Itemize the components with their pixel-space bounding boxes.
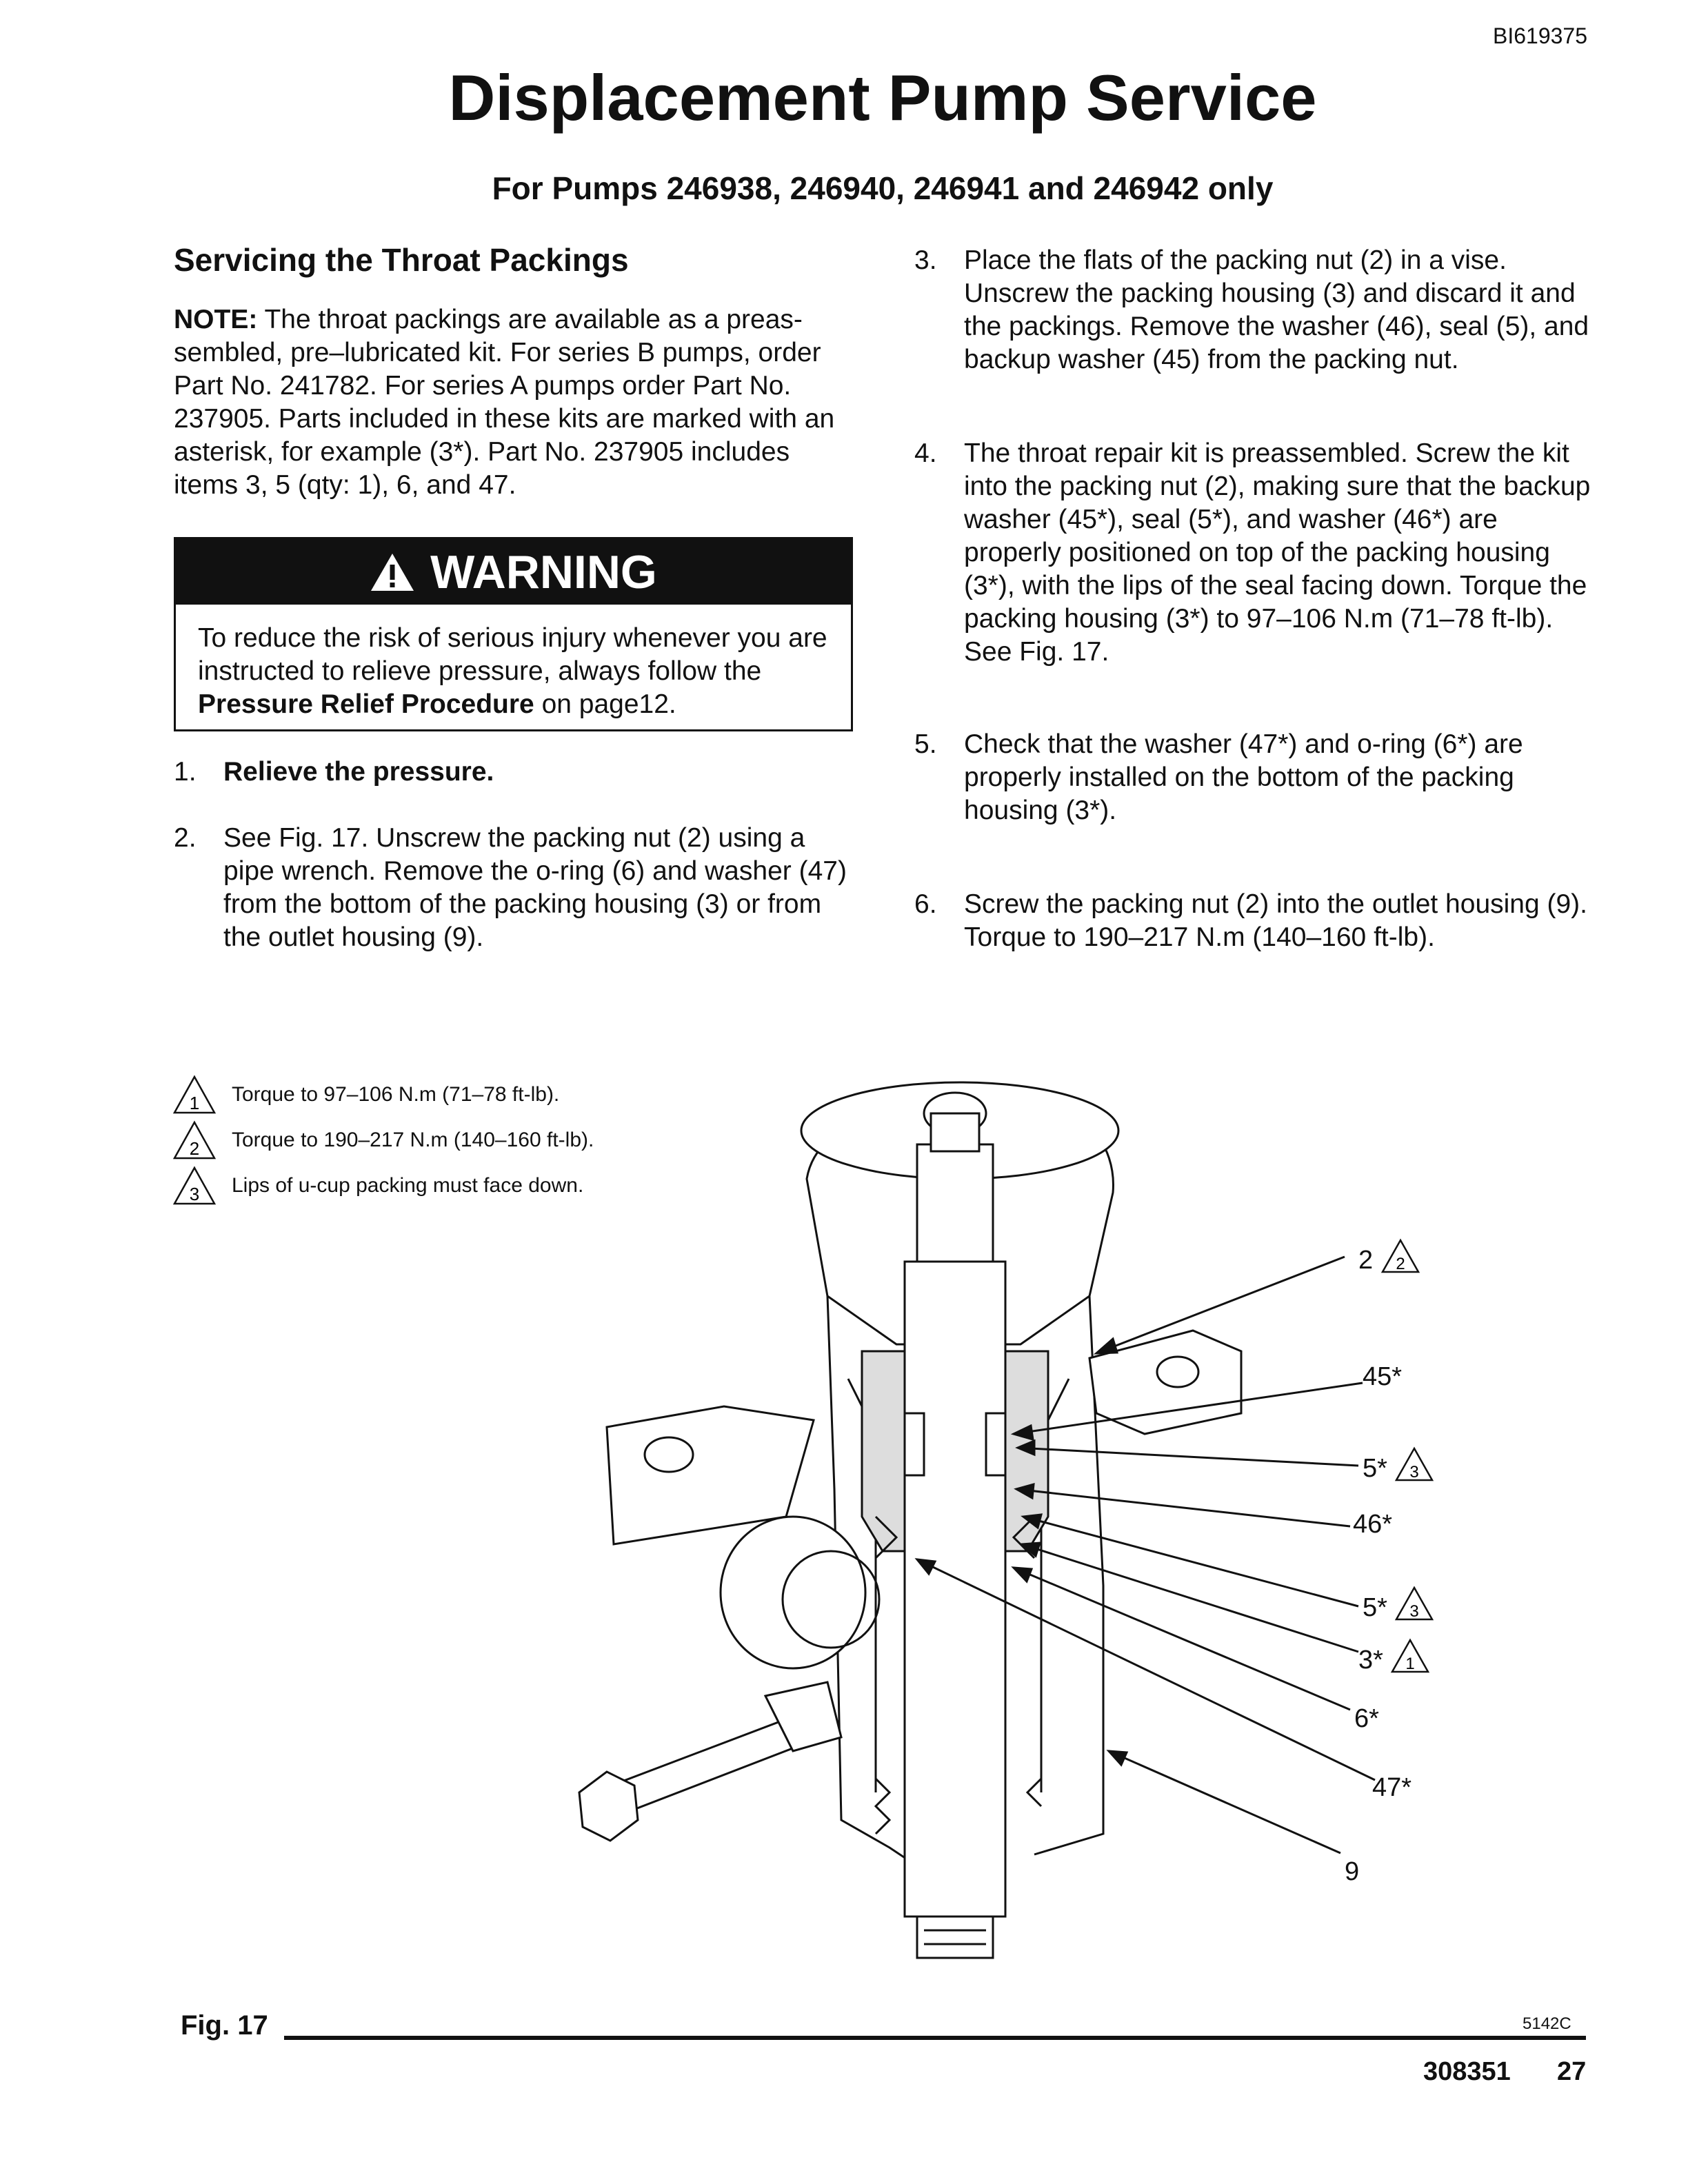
legend-text: Torque to 190–217 N.m (140–160 ft-lb).	[232, 1129, 594, 1151]
callout-label: 2	[1358, 1246, 1374, 1275]
caution-triangle-icon	[1380, 1238, 1420, 1274]
document-id: BI619375	[1492, 23, 1587, 48]
callout-part-5-lower	[1363, 1586, 1434, 1623]
callout-label: 5*	[1363, 1593, 1387, 1622]
warning-heading: WARNING	[430, 545, 657, 598]
legend-mark: 2	[189, 1138, 200, 1159]
legend-mark: 1	[189, 1093, 200, 1113]
callout-part-6	[1354, 1704, 1379, 1734]
legend-mark: 3	[189, 1184, 200, 1204]
step-text: The throat repair kit is preassembled. Screw the kit into the packing nut (2), making sure that the backup washer (45*), seal (5*), and washer (46*) are properly positioned on top of the packing housing (3*), with the lips of the seal facing down. Torque the packing housing (3*) to 97–106 N.m (71–78 ft-lb). See Fig. 17.	[964, 438, 1591, 667]
callout-part-3	[1358, 1638, 1430, 1675]
callout-label: 6*	[1354, 1704, 1379, 1733]
figure-label: Fig. 17	[181, 2010, 268, 2041]
legend-text: Torque to 97–106 N.m (71–78 ft-lb).	[232, 1083, 560, 1106]
callout-label: 5*	[1363, 1454, 1387, 1483]
callout-mark: 2	[1396, 1255, 1405, 1273]
page-number: 27	[1557, 2057, 1587, 2086]
callout-mark: 1	[1405, 1655, 1416, 1673]
callout-part-9	[1345, 1857, 1359, 1887]
callout-label: 46*	[1353, 1510, 1393, 1539]
callout-mark: 3	[1409, 1463, 1420, 1482]
step-number: 4.	[914, 438, 937, 468]
section-title: Servicing the Throat Packings	[174, 242, 629, 278]
figure-rule	[284, 2036, 1586, 2040]
note-label: NOTE:	[174, 305, 258, 334]
step-number: 2.	[174, 823, 197, 853]
step-number: 6.	[914, 889, 937, 919]
page-title: Displacement Pump Service	[448, 61, 1317, 134]
document-number: 308351	[1423, 2057, 1511, 2086]
page-subtitle: For Pumps 246938, 246940, 246941 and 246942 only	[492, 170, 1274, 206]
caution-triangle-icon	[1394, 1586, 1434, 1621]
step-text: Check that the washer (47*) and o-ring (6*) are properly installed on the bottom of the packing housing (3*).	[964, 729, 1523, 825]
step-text: Screw the packing nut (2) into the outlet housing (9). Torque to 190–217 N.m (140–160 ft-lb).	[964, 889, 1588, 952]
callout-part-5-upper	[1363, 1446, 1434, 1484]
pressure-relief-link-text: Pressure Relief Procedure	[198, 689, 534, 719]
callout-part-2	[1358, 1238, 1420, 1275]
note-text: The throat packings are available as a preas-sembled, pre–lubricated kit. For series B pumps, order Part No. 241782. For series A pumps order Part No. 237905. Parts included in these kits are marked with an asterisk, for example (3*). Part No. 237905 includes items 3, 5 (qty: 1), 6, and 47.	[174, 305, 835, 500]
warning-text-start: To reduce the risk of serious injury whenever you are instructed to relieve pressure, always follow the	[198, 623, 827, 686]
step-text: See Fig. 17. Unscrew the packing nut (2) using a pipe wrench. Remove the o-ring (6) and washer (47) from the bottom of the packing housing (3) or from the outlet housing (9).	[223, 823, 847, 952]
step-number: 1.	[174, 757, 197, 787]
callout-label: 3*	[1358, 1646, 1383, 1675]
step-text: Relieve the pressure.	[223, 757, 494, 787]
callout-part-45	[1363, 1362, 1402, 1392]
legend-text: Lips of u-cup packing must face down.	[232, 1174, 584, 1197]
caution-triangle-icon	[1390, 1638, 1430, 1674]
warning-text-end: on page12.	[534, 689, 676, 719]
callout-part-46	[1353, 1510, 1392, 1539]
caution-triangle-icon	[1394, 1446, 1434, 1482]
step-number: 3.	[914, 245, 937, 275]
step-text: Place the flats of the packing nut (2) in a vise. Unscrew the packing housing (3) and discard it and the packings. Remove the washer (46), seal (5), and backup washer (45) from the packing nut.	[964, 245, 1589, 374]
callout-label: 45*	[1363, 1362, 1403, 1391]
callout-label: 9	[1345, 1857, 1360, 1886]
step-number: 5.	[914, 729, 937, 759]
callout-part-47	[1372, 1773, 1411, 1803]
callout-label: 47*	[1372, 1773, 1412, 1802]
figure-code: 5142C	[1523, 2014, 1571, 2033]
callout-mark: 3	[1409, 1602, 1420, 1621]
